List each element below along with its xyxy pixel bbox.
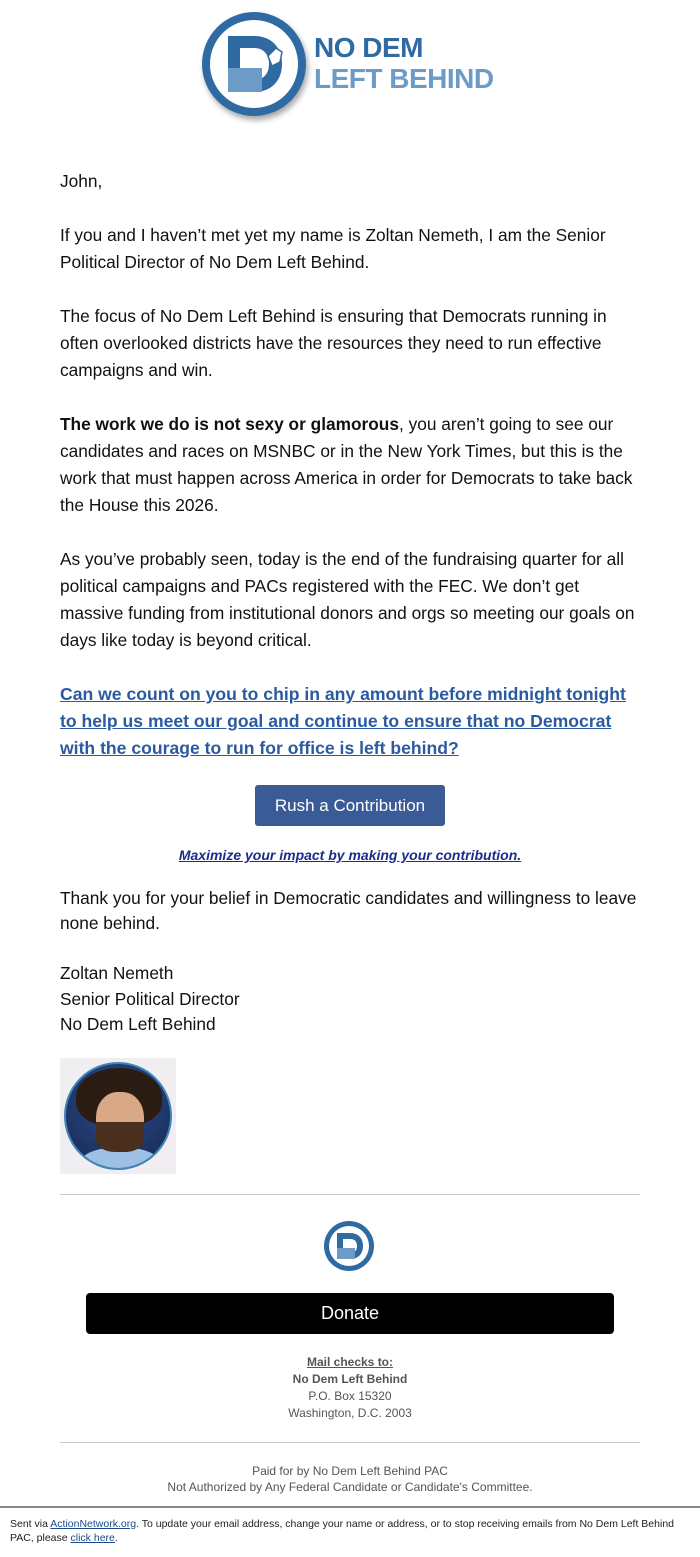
paragraph-fundraising: As you’ve probably seen, today is the end of the fundraising quarter for all political campaigns and PACs registered with the FEC. We don’t get massive funding from institutional donors and orgs so meeting our goals on days like today is beyond critical. (60, 549, 635, 650)
paragraph-work (60, 411, 645, 519)
mail-box: P.O. Box 15320 (308, 1389, 392, 1403)
donate-button[interactable]: Donate (86, 1293, 614, 1334)
signature-photo (60, 1058, 176, 1174)
signature-name: Zoltan Nemeth (60, 963, 174, 983)
header-logo (202, 12, 502, 118)
paragraph-focus: The focus of No Dem Left Behind is ensuring that Democrats running in often overlooked districts have the resources they need to run effective campaigns and win. (60, 306, 607, 380)
footer-divider (0, 1506, 700, 1508)
mail-checks-block (0, 1354, 700, 1422)
paid-line-1: Paid for by No Dem Left Behind PAC (252, 1464, 448, 1478)
logo-line-2: LEFT BEHIND (314, 63, 494, 94)
paragraph-intro: If you and I haven’t met yet my name is Zoltan Nemeth, I am the Senior Political Director of No Dem Left Behind. (60, 225, 606, 272)
footer-end: . (114, 1532, 118, 1544)
mail-heading: Mail checks to: (306, 1355, 394, 1369)
d-hand-logo-icon (210, 20, 298, 108)
footer-text (10, 1517, 690, 1545)
footer-middle: . To update your email address, change your name or address, or to stop receiving emails from No Dem Left Behind PAC, please (10, 1518, 674, 1544)
mail-city: Washington, D.C. 2003 (288, 1406, 412, 1420)
mail-name: No Dem Left Behind (292, 1372, 408, 1386)
divider (60, 1442, 640, 1443)
logo-line-1: NO DEM (314, 32, 423, 63)
logo-wordmark (314, 32, 494, 94)
avatar (64, 1062, 172, 1170)
paragraph-work-rest: , you aren’t going to see our candidates and races on MSNBC or in the New York Times, but this is the work that must happen across America in order for Democrats to take back the House this 2026. (60, 414, 633, 515)
paid-for-disclaimer (0, 1463, 700, 1495)
signature-org: No Dem Left Behind (60, 1014, 216, 1034)
greeting: John, (60, 171, 103, 191)
logo-circle (202, 12, 306, 116)
signature (60, 961, 240, 1038)
footer-sent-via: Sent via (10, 1518, 51, 1530)
maximize-impact-link[interactable]: Maximize your impact by making your contribution. (178, 847, 522, 863)
paragraph-work-bold: The work we do is not sexy or glamorous (60, 414, 399, 434)
divider (60, 1194, 640, 1195)
cta-donate-link[interactable]: Can we count on you to chip in any amount before midnight tonight to help us meet our goal and continue to ensure that no Democrat with the courage to run for office is left behind? (60, 684, 626, 758)
rush-contribution-button[interactable]: Rush a Contribution (255, 785, 445, 826)
thanks-paragraph: Thank you for your belief in Democratic candidates and willingness to leave none behind. (60, 888, 637, 933)
action-network-link[interactable]: ActionNetwork.org (50, 1518, 137, 1530)
unsubscribe-link[interactable]: click here (70, 1532, 115, 1544)
paid-line-2: Not Authorized by Any Federal Candidate or Candidate's Committee. (167, 1480, 533, 1494)
d-logo-icon (322, 1219, 376, 1273)
signature-title: Senior Political Director (60, 988, 240, 1009)
letter-body (60, 168, 645, 762)
